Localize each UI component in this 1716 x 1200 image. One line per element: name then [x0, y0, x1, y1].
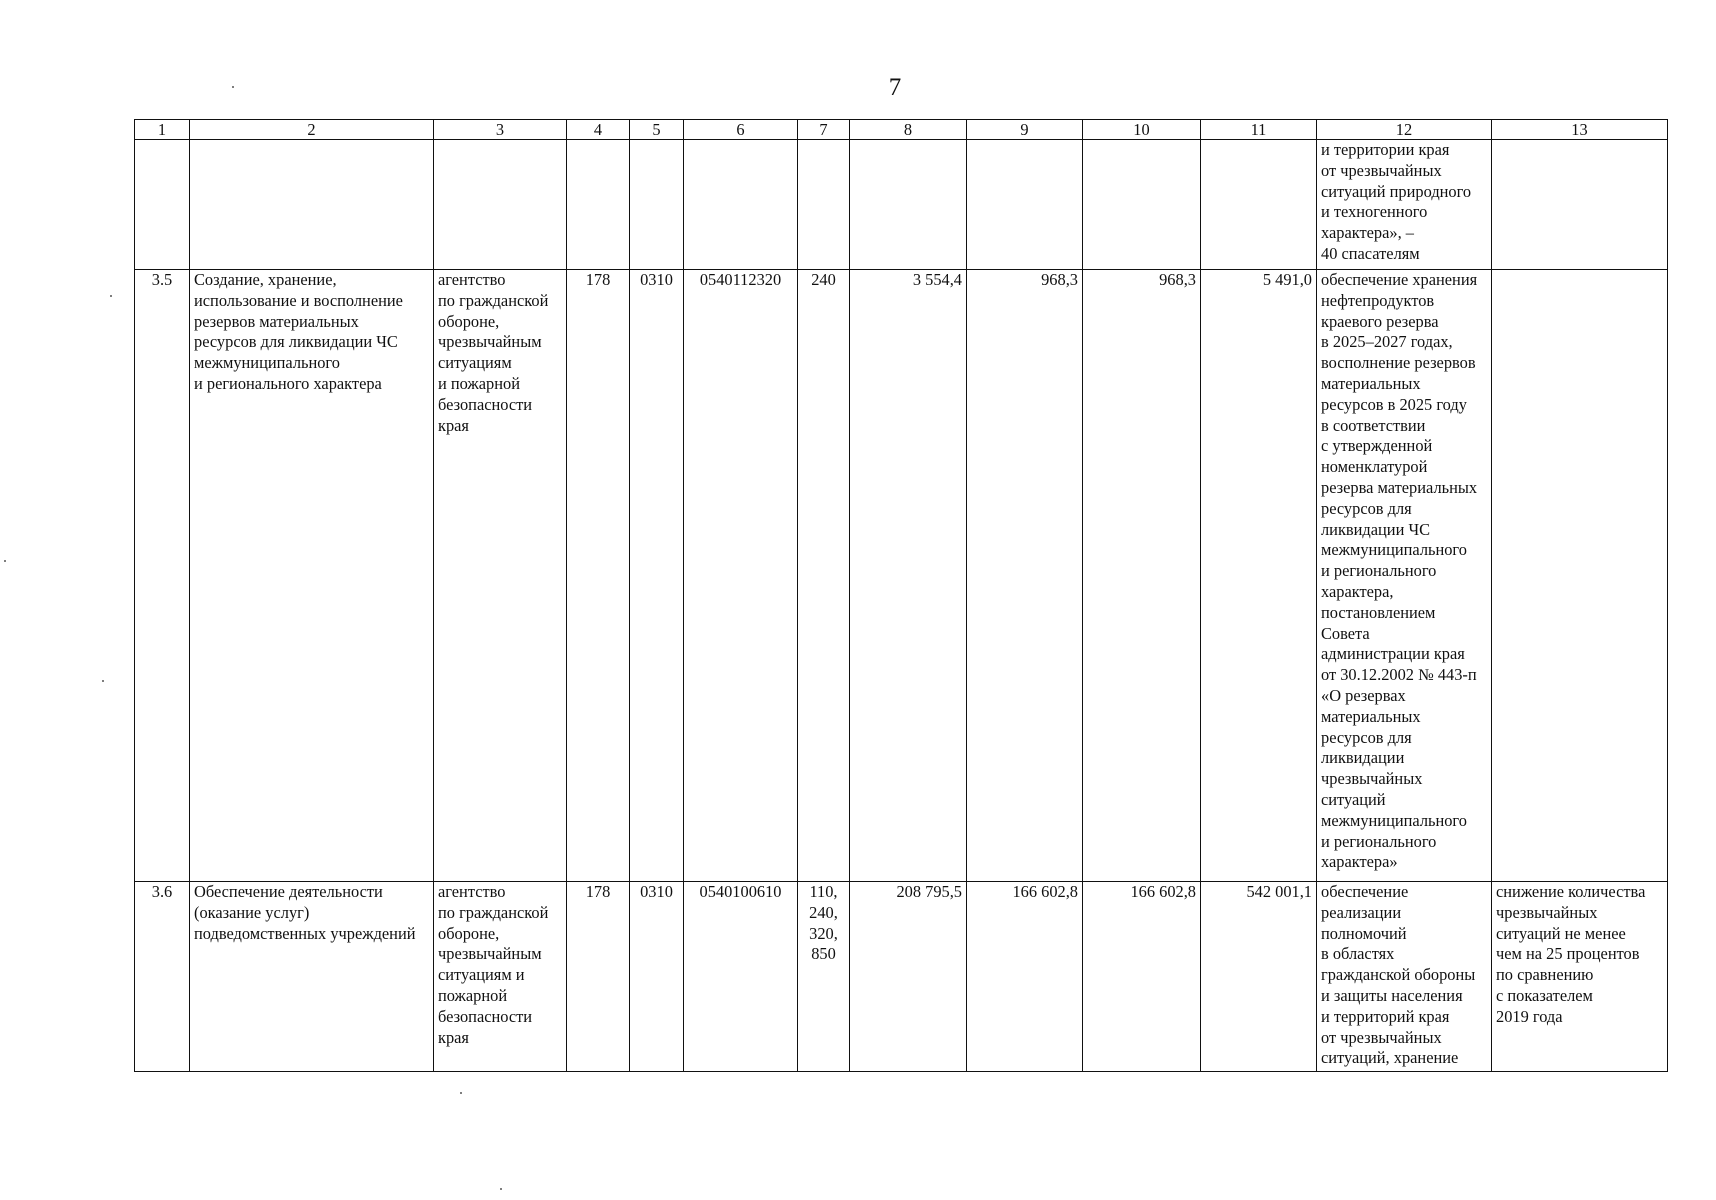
activity-name-cell	[190, 270, 434, 882]
cell-text-line: администрации края	[1321, 644, 1465, 664]
program-table	[134, 119, 1668, 1072]
cell-text-line: (оказание услуг)	[194, 902, 310, 922]
cell-text-line: гражданской обороны	[1321, 965, 1476, 985]
column-number: 6	[684, 120, 798, 140]
cell-text-line: полномочий	[1321, 923, 1407, 943]
cell-text-line: от чрезвычайных	[1321, 1027, 1442, 1047]
cell-text-line: обеспечение хранения	[1321, 270, 1478, 289]
cell-text-line: Создание, хранение,	[194, 270, 337, 289]
table-row	[135, 882, 1668, 1072]
cell-text-line: резерва материальных	[1321, 477, 1478, 497]
column-number: 10	[1083, 120, 1201, 140]
row-number-cell: 3.5	[135, 270, 190, 882]
code-grbs-cell: 178	[567, 882, 630, 1072]
row-number-cell	[135, 140, 190, 270]
column-number: 13	[1492, 120, 1668, 140]
column-number: 11	[1201, 120, 1317, 140]
expected-result-cell	[1317, 140, 1492, 270]
amount-2027-cell: 166 602,8	[1083, 882, 1201, 1072]
cell-text-line: Обеспечение деятельности	[194, 882, 383, 901]
cell-text-line: 320,	[809, 923, 838, 943]
cell-text-line: с показателем	[1496, 985, 1593, 1005]
cell-text-line: чем на 25 процентов	[1496, 944, 1640, 964]
cell-text-line: агентство	[438, 882, 506, 901]
cell-text-line: номенклатурой	[1321, 457, 1428, 477]
column-number-row	[135, 120, 1668, 140]
expected-result-cell	[1317, 882, 1492, 1072]
cell-text-line: 40 спасателям	[1321, 243, 1420, 263]
cell-text-line: 2019 года	[1496, 1006, 1563, 1026]
column-number: 5	[630, 120, 684, 140]
cell-text-line: использование и восполнение	[194, 290, 403, 310]
code-grbs-cell: 178	[567, 270, 630, 882]
column-number: 3	[434, 120, 567, 140]
cell-text-line: резервов материальных	[194, 311, 359, 331]
cell-text-line: постановлением	[1321, 602, 1436, 622]
cell-text-line: 240,	[809, 902, 838, 922]
column-number: 2	[190, 120, 434, 140]
scan-speck	[102, 680, 104, 682]
scan-speck	[110, 295, 112, 297]
code-section-cell: 0310	[630, 882, 684, 1072]
code-target-cell: 0540100610	[684, 882, 798, 1072]
amount-2026-cell: 166 602,8	[967, 882, 1083, 1072]
cell-text-line: межмуниципального	[194, 353, 340, 373]
cell-text-line: и регионального	[1321, 831, 1437, 851]
column-number: 8	[850, 120, 967, 140]
cell-text-line: и территорий края	[1321, 1006, 1450, 1026]
amount-2026-cell	[967, 140, 1083, 270]
cell-text-line: характера», –	[1321, 223, 1414, 243]
cell-text-line: края	[438, 415, 469, 435]
cell-text-line: по гражданской	[438, 290, 549, 310]
cell-text-line: обороне,	[438, 923, 500, 943]
cell-text-line: ситуациям и	[438, 965, 525, 985]
amount-2027-cell	[1083, 140, 1201, 270]
activity-name-cell	[190, 882, 434, 1072]
cell-text-line: подведомственных учреждений	[194, 923, 416, 943]
cell-text-line: обеспечение	[1321, 882, 1409, 901]
cell-text-line: ситуациям	[438, 353, 512, 373]
cell-text-line: с утвержденной	[1321, 436, 1433, 456]
amount-2027-cell: 968,3	[1083, 270, 1201, 882]
cell-text-line: ситуаций природного	[1321, 181, 1472, 201]
cell-text-line: характера,	[1321, 581, 1394, 601]
cell-text-line: ситуаций	[1321, 789, 1386, 809]
column-number: 4	[567, 120, 630, 140]
code-target-cell	[684, 140, 798, 270]
cell-text-line: и защиты населения	[1321, 985, 1463, 1005]
cell-text-line: от чрезвычайных	[1321, 160, 1442, 180]
cell-text-line: в 2025–2027 годах,	[1321, 332, 1453, 352]
indicator-cell	[1492, 140, 1668, 270]
column-number: 1	[135, 120, 190, 140]
code-expense-type-cell	[798, 270, 850, 882]
cell-text-line: в областях	[1321, 944, 1395, 964]
executor-cell	[434, 270, 567, 882]
code-target-cell: 0540112320	[684, 270, 798, 882]
cell-text-line: ликвидации ЧС	[1321, 519, 1431, 539]
scan-speck	[460, 1092, 462, 1094]
cell-text-line: снижение количества	[1496, 882, 1646, 901]
cell-text-line: и пожарной	[438, 373, 520, 393]
cell-text-line: от 30.12.2002 № 443-п	[1321, 665, 1477, 685]
code-expense-type-cell	[798, 140, 850, 270]
row-number-cell: 3.6	[135, 882, 190, 1072]
cell-text-line: ресурсов для	[1321, 498, 1412, 518]
cell-text-line: нефтепродуктов	[1321, 290, 1435, 310]
cell-text-line: по сравнению	[1496, 965, 1594, 985]
scan-speck	[4, 560, 6, 562]
column-number: 7	[798, 120, 850, 140]
page-number: 7	[888, 74, 902, 101]
amount-total-cell: 5 491,0	[1201, 270, 1317, 882]
column-number: 9	[967, 120, 1083, 140]
cell-text-line: материальных	[1321, 706, 1421, 726]
cell-text-line: и регионального	[1321, 561, 1437, 581]
cell-text-line: и техногенного	[1321, 202, 1428, 222]
executor-cell	[434, 140, 567, 270]
amount-2025-cell: 208 795,5	[850, 882, 967, 1072]
cell-text-line: агентство	[438, 270, 506, 289]
cell-text-line: по гражданской	[438, 902, 549, 922]
cell-text-line: чрезвычайным	[438, 332, 542, 352]
cell-text-line: обороне,	[438, 311, 500, 331]
column-number: 12	[1317, 120, 1492, 140]
cell-text-line: ресурсов для ликвидации ЧС	[194, 332, 398, 352]
amount-2025-cell: 3 554,4	[850, 270, 967, 882]
cell-text-line: пожарной	[438, 985, 508, 1005]
cell-text-line: 850	[811, 944, 836, 964]
scan-speck	[500, 1188, 502, 1190]
indicator-cell	[1492, 270, 1668, 882]
cell-text-line: ресурсов в 2025 году	[1321, 394, 1467, 414]
cell-text-line: и территории края	[1321, 140, 1450, 159]
cell-text-line: ликвидации	[1321, 748, 1405, 768]
cell-text-line: безопасности	[438, 394, 533, 414]
cell-text-line: чрезвычайных	[1321, 769, 1423, 789]
amount-2025-cell	[850, 140, 967, 270]
expected-result-cell	[1317, 270, 1492, 882]
activity-name-cell	[190, 140, 434, 270]
cell-text-line: характера»	[1321, 852, 1398, 872]
cell-text-line: Совета	[1321, 623, 1370, 643]
code-expense-type-cell	[798, 882, 850, 1072]
cell-text-line: краевого резерва	[1321, 311, 1439, 331]
cell-text-line: в соответствии	[1321, 415, 1426, 435]
cell-text-line: чрезвычайным	[438, 944, 542, 964]
cell-text-line: безопасности	[438, 1006, 533, 1026]
cell-text-line: чрезвычайных	[1496, 902, 1598, 922]
amount-2026-cell: 968,3	[967, 270, 1083, 882]
cell-text-line: ситуаций не менее	[1496, 923, 1626, 943]
cell-text-line: межмуниципального	[1321, 810, 1467, 830]
table-row	[135, 270, 1668, 882]
indicator-cell	[1492, 882, 1668, 1072]
amount-total-cell: 542 001,1	[1201, 882, 1317, 1072]
cell-text-line: «О резервах	[1321, 685, 1406, 705]
scan-speck	[232, 86, 234, 88]
cell-text-line: ситуаций, хранение	[1321, 1048, 1459, 1068]
cell-text-line: материальных	[1321, 373, 1421, 393]
code-grbs-cell	[567, 140, 630, 270]
cell-text-line: и регионального характера	[194, 373, 382, 393]
executor-cell	[434, 882, 567, 1072]
cell-text-line: межмуниципального	[1321, 540, 1467, 560]
cell-text-line: ресурсов для	[1321, 727, 1412, 747]
cell-text-line: восполнение резервов	[1321, 353, 1476, 373]
cell-text-line: 110,	[809, 882, 838, 901]
code-section-cell	[630, 140, 684, 270]
cell-text-line: края	[438, 1027, 469, 1047]
cell-text-line: 240	[811, 270, 836, 289]
code-section-cell: 0310	[630, 270, 684, 882]
amount-total-cell	[1201, 140, 1317, 270]
cell-text-line: реализации	[1321, 902, 1402, 922]
table-row	[135, 140, 1668, 270]
